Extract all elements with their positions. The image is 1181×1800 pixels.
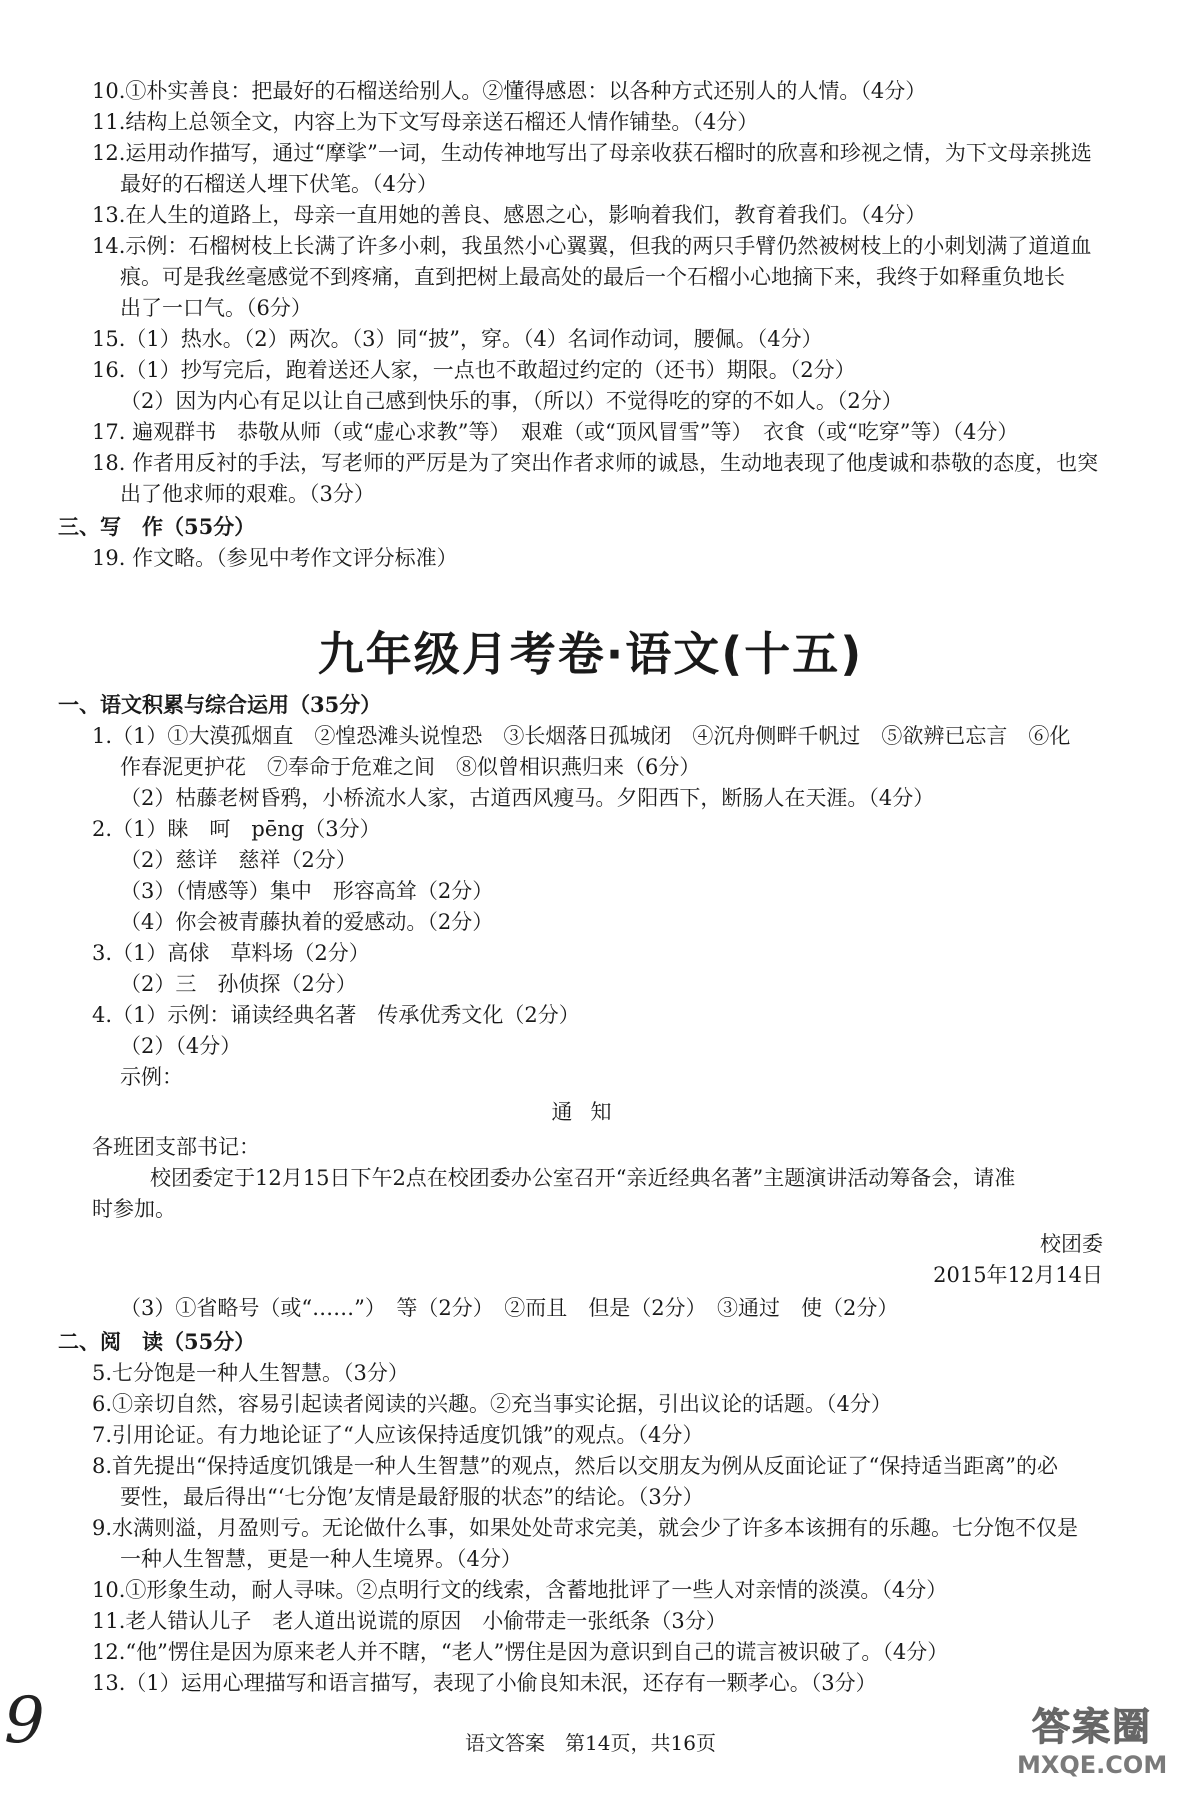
answer-13b: 13.（1）运用心理描写和语言描写，表现了小偷良知未泯，还存有一颗孝心。（3分） xyxy=(92,1671,877,1695)
watermark-top: 答案圈 xyxy=(1031,1705,1152,1749)
answer-11b: 11.老人错认儿子 老人道出说谎的原因 小偷带走一张纸条（3分） xyxy=(92,1609,727,1633)
example-label: 示例： xyxy=(120,1065,183,1089)
section-writing-heading: 三、写 作（55分） xyxy=(58,514,256,539)
answer-16-2: （2）因为内心有足以让自己感到快乐的事，（所以）不觉得吃的穿的不如人。（2分） xyxy=(120,389,903,413)
answer-11: 11.结构上总领全文，内容上为下文写母亲送石榴还人情作铺垫。（4分） xyxy=(92,110,759,134)
answer-10b: 10.①形象生动，耐人寻味。②点明行文的线索，含蓄地批评了一些人对亲情的淡漠。（4分） xyxy=(92,1578,948,1602)
answer-16-1: 16.（1）抄写完后，跑着送还人家，一点也不敢超过约定的（还书）期限。（2分） xyxy=(92,358,856,382)
notice-date: 2015年12月14日 xyxy=(933,1263,1103,1287)
answer-14-cont-1: 痕。可是我丝毫感觉不到疼痛，直到把树上最高处的最后一个石榴小心地摘下来，我终于如释重负地长 xyxy=(120,265,1065,289)
answer-10: 10.①朴实善良：把最好的石榴送给别人。②懂得感恩：以各种方式还别人的人情。（4分） xyxy=(92,79,927,103)
answer-18-cont: 出了他求师的艰难。（3分） xyxy=(120,482,375,506)
page-footer: 语文答案 第14页，共16页 xyxy=(465,1731,716,1755)
answer-9: 9.水满则溢，月盈则亏。无论做什么事，如果处处苛求完美，就会少了许多本该拥有的乐趣。七分饱不仅是 xyxy=(92,1516,1079,1540)
answer-4-2: （2）（4分） xyxy=(120,1034,242,1058)
answer-8-cont: 要性，最后得出“‘七分饱’友情是最舒服的状态”的结论。（3分） xyxy=(120,1485,704,1509)
answer-2-2: （2）慈详 慈祥（2分） xyxy=(120,848,357,872)
exam-title: 九年级月考卷·语文(十五) xyxy=(317,627,864,681)
answer-18: 18. 作者用反衬的手法，写老师的严厉是为了突出作者求师的诚恳，生动地表现了他虔诚和恭敬的态度，也突 xyxy=(92,451,1099,475)
section-accumulation-heading: 一、语文积累与综合运用（35分） xyxy=(58,692,382,717)
answer-8: 8.首先提出“保持适度饥饿是一种人生智慧”的观点，然后以交朋友为例从反面论证了“保持适当距离”的必 xyxy=(92,1454,1058,1478)
answer-6: 6.①亲切自然，容易引起读者阅读的兴趣。②充当事实论据，引出议论的话题。（4分） xyxy=(92,1392,892,1416)
answer-12-cont: 最好的石榴送人埋下伏笔。（4分） xyxy=(120,172,438,196)
answer-1-1-cont: 作春泥更护花 ⑦奉命于危难之间 ⑧似曾相识燕归来（6分） xyxy=(120,755,701,779)
answer-3-1: 3.（1）高俅 草料场（2分） xyxy=(92,941,370,965)
watermark-bottom: MXQE.COM xyxy=(1017,1751,1168,1779)
answer-5: 5.七分饱是一种人生智慧。（3分） xyxy=(92,1361,409,1385)
answer-12: 12.运用动作描写，通过“摩挲”一词，生动传神地写出了母亲收获石榴时的欣喜和珍视之情，为下文母亲挑选 xyxy=(92,141,1092,165)
answer-2-1: 2.（1）睐 呵 pēng（3分） xyxy=(92,817,381,841)
answer-14: 14.示例：石榴树枝上长满了许多小刺，我虽然小心翼翼，但我的两只手臂仍然被树枝上的小刺划满了道道血 xyxy=(92,234,1092,258)
answer-19: 19. 作文略。（参见中考作文评分标准） xyxy=(92,546,458,570)
notice-body-cont: 时参加。 xyxy=(92,1197,176,1221)
answer-17: 17. 遍观群书 恭敬从师（或“虚心求教”等） 艰难（或“顶风冒雪”等） 衣食（或“吃穿”等）（4分） xyxy=(92,420,1019,444)
answer-2-4: （4）你会被青藤执着的爱感动。（2分） xyxy=(120,910,494,934)
answer-9-cont: 一种人生智慧，更是一种人生境界。（4分） xyxy=(120,1547,522,1571)
answer-1-2: （2）枯藤老树昏鸦，小桥流水人家，古道西风瘦马。夕阳西下，断肠人在天涯。（4分） xyxy=(120,786,935,810)
notice-body: 校团委定于12月15日下午2点在校团委办公室召开“亲近经典名著”主题演讲活动筹备会，请准 xyxy=(150,1166,1016,1190)
answer-1-1: 1.（1）①大漠孤烟直 ②惶恐滩头说惶恐 ③长烟落日孤城闭 ④沉舟侧畔千帆过 ⑤欲辨已忘言 ⑥化 xyxy=(92,724,1071,748)
answer-12b: 12.“他”愣住是因为原来老人并不瞎，“老人”愣住是因为意识到自己的谎言被识破了。（4分） xyxy=(92,1640,949,1664)
answer-15: 15.（1）热水。（2）两次。（3）同“披”，穿。（4）名词作动词，腰佩。（4分） xyxy=(92,327,823,351)
handwritten-mark: 9 xyxy=(4,1684,45,1758)
section-reading-heading: 二、阅 读（55分） xyxy=(58,1329,256,1354)
answer-3-2: （2）三 孙侦探（2分） xyxy=(120,972,357,996)
answer-4-1: 4.（1）示例：诵读经典名著 传承优秀文化（2分） xyxy=(92,1003,580,1027)
notice-title: 通知 xyxy=(551,1100,630,1124)
answer-14-cont-2: 出了一口气。（6分） xyxy=(120,296,312,320)
answer-2-3: （3）（情感等）集中 形容高耸（2分） xyxy=(120,879,494,903)
notice-greeting: 各班团支部书记： xyxy=(92,1135,260,1159)
watermark-logo xyxy=(1017,1696,1167,1792)
notice-signer: 校团委 xyxy=(1040,1232,1103,1256)
answer-4-3: （3）①省略号（或“……”） 等（2分） ②而且 但是（2分） ③通过 使（2分） xyxy=(120,1296,899,1320)
answer-13: 13.在人生的道路上，母亲一直用她的善良、感恩之心，影响着我们，教育着我们。（4分） xyxy=(92,203,927,227)
answer-7: 7.引用论证。有力地论证了“人应该保持适度饥饿”的观点。（4分） xyxy=(92,1423,704,1447)
